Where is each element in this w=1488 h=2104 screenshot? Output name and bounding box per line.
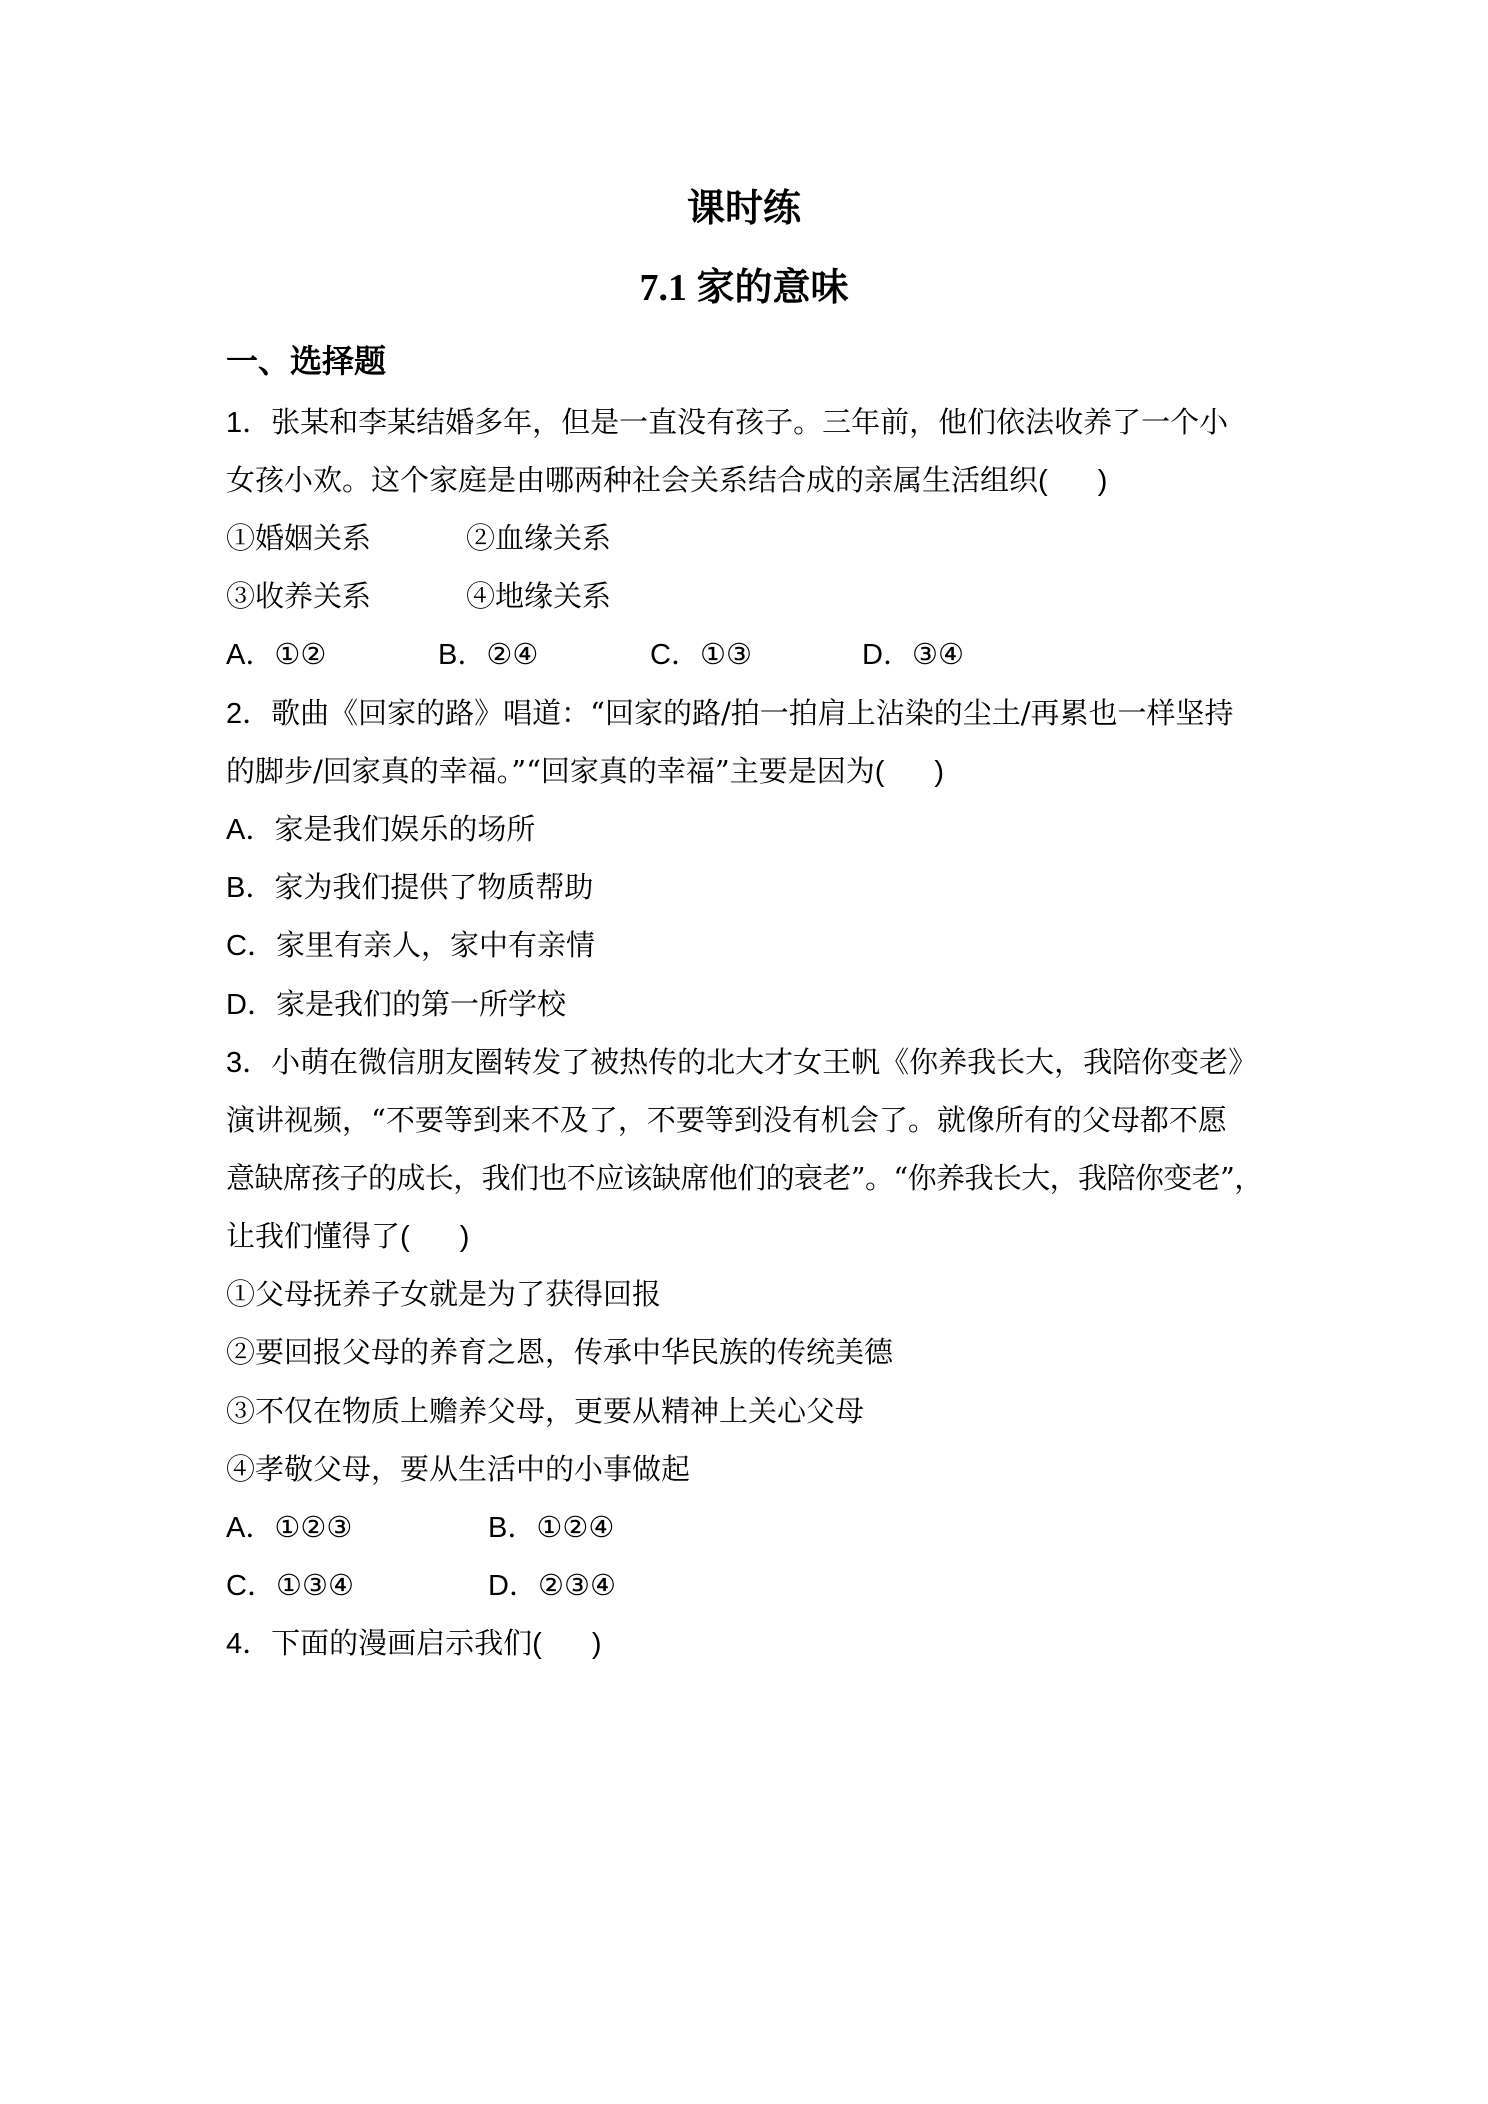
question-2-option-c: C．家里有亲人，家中有亲情: [226, 928, 595, 962]
question-3-option-d: D．②③④: [488, 1568, 616, 1602]
lesson-title: 7.1 家的意味: [639, 267, 849, 309]
question-1-option-c: C．①③: [650, 637, 752, 671]
question-1-option-a: A．①②: [226, 637, 327, 671]
question-2-option-b: B．家为我们提供了物质帮助: [226, 870, 594, 904]
question-3-stem-line-4: 让我们懂得了( ): [226, 1219, 470, 1253]
question-4-stem-line-1: 4．下面的漫画启示我们( ): [226, 1626, 602, 1660]
question-3-stem-line-2: 演讲视频，“不要等到来不及了，不要等到没有机会了。就像所有的父母都不愿: [226, 1103, 1227, 1137]
question-1-stem-line-1: 1．张某和李某结婚多年，但是一直没有孩子。三年前，他们依法收养了一个小: [226, 405, 1229, 439]
question-1-number: 1．: [226, 407, 272, 439]
question-3-statement-3: ③不仅在物质上赡养父母，更要从精神上关心父母: [226, 1394, 865, 1428]
question-1-statement-2: ②血缘关系: [466, 521, 612, 555]
question-2-stem-line-1: 2．歌曲《回家的路》唱道：“回家的路/拍一拍肩上沾染的尘土/再累也一样坚持: [226, 696, 1234, 730]
question-1-option-d: D．③④: [862, 637, 964, 671]
question-4-number: 4．: [226, 1628, 272, 1660]
page-title: 课时练: [686, 185, 801, 230]
question-2-option-d: D．家是我们的第一所学校: [226, 987, 566, 1021]
question-3-statement-4: ④孝敬父母，要从生活中的小事做起: [226, 1452, 691, 1486]
question-3-option-b: B．①②④: [488, 1510, 615, 1544]
question-1-statement-3: ③收养关系: [226, 579, 372, 613]
question-1-stem-line-2: 女孩小欢。这个家庭是由哪两种社会关系结合成的亲属生活组织( ): [226, 463, 1108, 497]
question-1-option-b: B．②④: [438, 637, 539, 671]
question-2-option-a: A．家是我们娱乐的场所: [226, 812, 536, 846]
question-2-stem-line-2: 的脚步/回家真的幸福。”“回家真的幸福”主要是因为( ): [226, 754, 945, 788]
question-3-number: 3．: [226, 1047, 272, 1079]
question-3-option-c: C．①③④: [226, 1568, 354, 1602]
question-3-stem-line-1: 3．小萌在微信朋友圈转发了被热传的北大才女王帆《你养我长大，我陪你变老》: [226, 1045, 1258, 1079]
question-3-statement-2: ②要回报父母的养育之恩，传承中华民族的传统美德: [226, 1335, 894, 1369]
question-1-statement-1: ①婚姻关系: [226, 521, 372, 555]
question-3-statement-1: ①父母抚养子女就是为了获得回报: [226, 1277, 662, 1311]
section-heading: 一、选择题: [226, 342, 387, 380]
question-3-stem-line-3: 意缺席孩子的成长，我们也不应该缺席他们的衰老”。“你养我长大，我陪你变老”，: [226, 1161, 1263, 1195]
question-2-number: 2．: [226, 698, 272, 730]
question-3-option-a: A．①②③: [226, 1510, 353, 1544]
question-1-statement-4: ④地缘关系: [466, 579, 612, 613]
